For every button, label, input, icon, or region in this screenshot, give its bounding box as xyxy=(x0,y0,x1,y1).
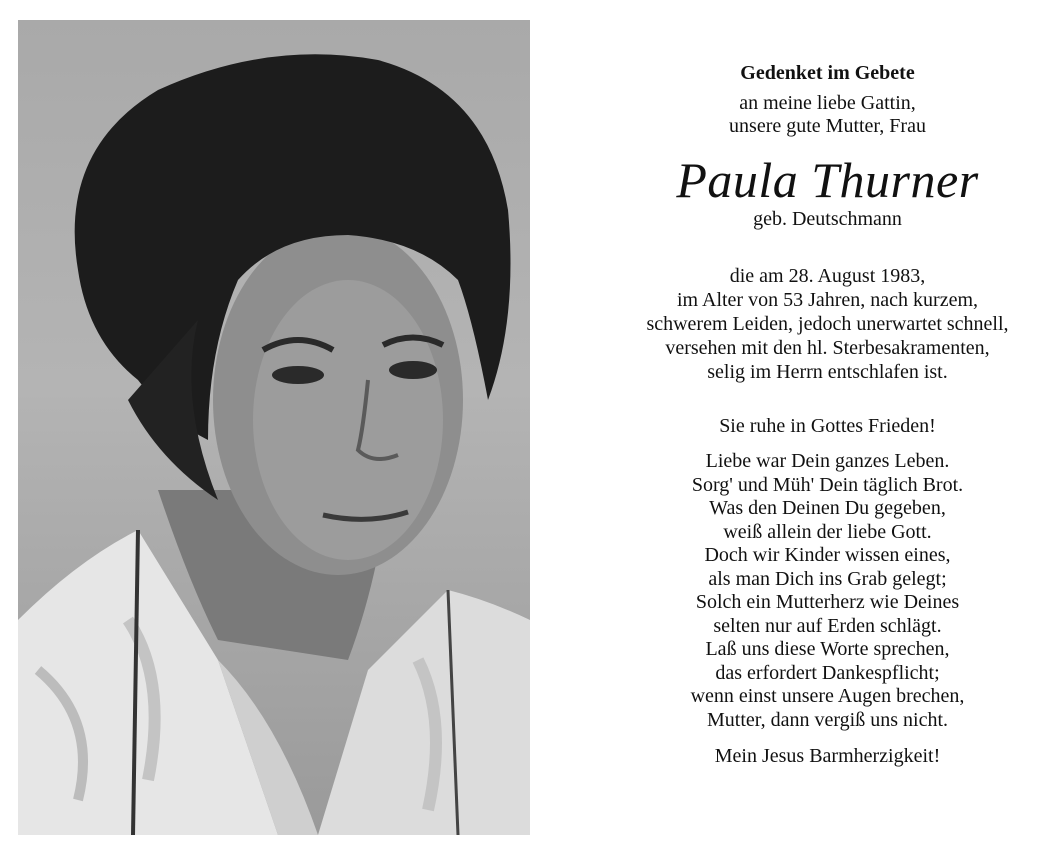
deceased-name: Paula Thurner xyxy=(676,152,979,208)
peace-line: Sie ruhe in Gottes Frieden! xyxy=(719,415,936,437)
death-notice-line: versehen mit den hl. Sterbesakramenten, xyxy=(665,337,990,359)
portrait-photo xyxy=(18,20,530,835)
death-notice-line: selig im Herrn entschlafen ist. xyxy=(707,361,948,383)
death-notice-line: die am 28. August 1983, xyxy=(729,265,926,287)
poem-line: Laß uns diese Worte sprechen, xyxy=(705,638,950,660)
closing-prayer: Mein Jesus Barmherzigkeit! xyxy=(714,745,941,767)
death-notice-line: im Alter von 53 Jahren, nach kurzem, xyxy=(676,289,979,311)
poem-line: selten nur auf Erden schlägt. xyxy=(713,614,942,637)
card-heading: Gedenket im Gebete xyxy=(740,62,915,84)
memorial-text xyxy=(600,60,1055,768)
maiden-name: geb. Deutschmann xyxy=(753,208,902,230)
poem-line: Was den Deinen Du gegeben, xyxy=(709,497,946,519)
poem-line: Solch ein Mutterherz wie Deines xyxy=(695,591,960,613)
poem-line: Doch wir Kinder wissen eines, xyxy=(704,544,951,566)
poem-line: Sorg' und Müh' Dein täglich Brot. xyxy=(691,473,964,496)
poem-line: als man Dich ins Grab gelegt; xyxy=(708,567,947,590)
intro-line: an meine liebe Gattin, xyxy=(739,92,916,114)
portrait-illustration xyxy=(18,20,530,835)
poem-line: das erfordert Dankespflicht; xyxy=(715,661,940,684)
poem xyxy=(600,450,1055,732)
intro-line: unsere gute Mutter, Frau xyxy=(729,115,926,137)
intro-text xyxy=(600,92,1055,138)
poem-line: Liebe war Dein ganzes Leben. xyxy=(705,450,950,472)
poem-line: wenn einst unsere Augen brechen, xyxy=(690,685,965,707)
poem-line: Mutter, dann vergiß uns nicht. xyxy=(706,708,948,731)
poem-line: weiß allein der liebe Gott. xyxy=(723,520,932,543)
death-notice-line: schwerem Leiden, jedoch unerwartet schnell, xyxy=(646,313,1009,335)
death-notice xyxy=(600,264,1055,384)
